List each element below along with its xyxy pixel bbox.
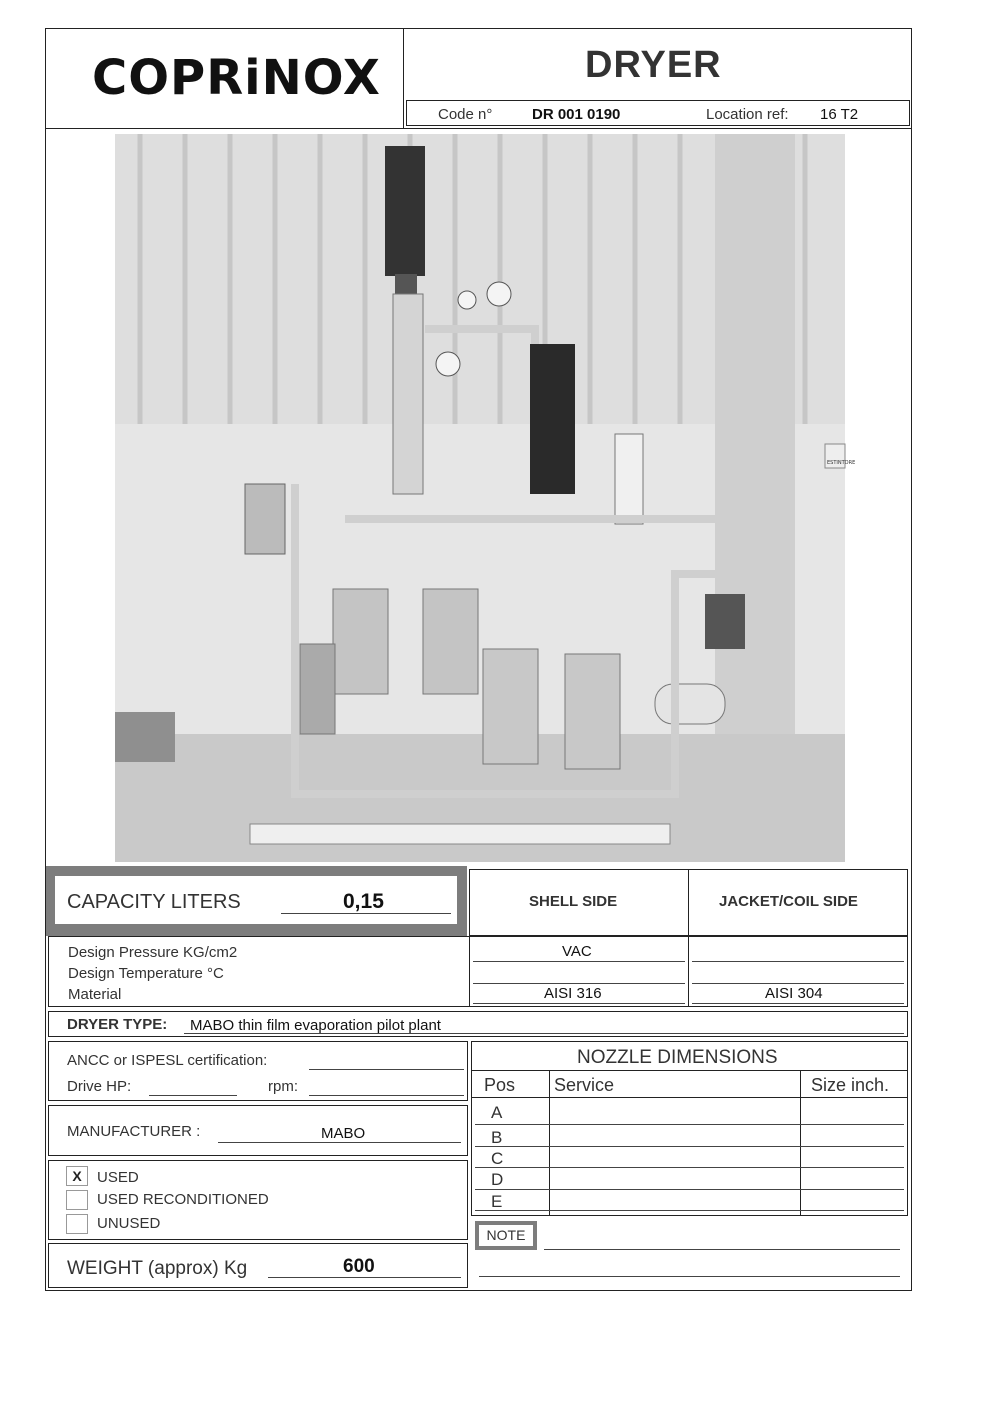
note-line-1 [544, 1249, 900, 1250]
nozzle-header-rule [471, 1097, 908, 1098]
rpm-line [309, 1095, 464, 1096]
capacity-underline [281, 913, 451, 914]
manufacturer-underline [218, 1142, 461, 1143]
rpm-label: rpm: [268, 1078, 298, 1095]
manufacturer-value: MABO [321, 1125, 366, 1142]
shell-side-heading: SHELL SIDE [529, 893, 618, 910]
nozzle-row-rule [475, 1210, 904, 1211]
page-title: DRYER [585, 44, 722, 86]
photo-sign-text: ESTINTORE [827, 460, 856, 466]
nozzle-row-rule [475, 1167, 904, 1168]
header-divider [403, 28, 404, 129]
shell-pressure-value: VAC [562, 943, 592, 960]
nozzle-row-rule [475, 1146, 904, 1147]
nozzle-row-rule [475, 1189, 904, 1190]
dryer-type-value: MABO thin film evaporation pilot plant [190, 1017, 441, 1034]
nozzle-header-service: Service [554, 1075, 615, 1095]
drive-hp-label: Drive HP: [67, 1078, 132, 1095]
shell-pressure-line [473, 961, 685, 962]
nozzle-pos-b: B [491, 1128, 503, 1147]
unused-label: UNUSED [97, 1215, 161, 1232]
weight-underline [268, 1277, 461, 1278]
nozzle-header-size: Size inch. [811, 1075, 890, 1095]
company-logo: COPRiNOX [92, 50, 381, 106]
dryer-plant-photo [115, 134, 856, 862]
dryer-type-label: DRYER TYPE: [67, 1016, 168, 1033]
jacket-side-heading: JACKET/COIL SIDE [719, 893, 858, 910]
nozzle-col-divider-2 [800, 1070, 801, 1216]
nozzle-title: NOZZLE DIMENSIONS [577, 1047, 778, 1068]
note-label: NOTE [479, 1225, 533, 1246]
nozzle-col-divider-1 [549, 1070, 550, 1216]
material-label: Material [68, 986, 122, 1003]
drive-hp-line [149, 1095, 237, 1096]
design-temperature-label: Design Temperature °C [68, 965, 224, 982]
nozzle-row-rule [475, 1124, 904, 1125]
location-label: Location ref: [706, 106, 789, 123]
shell-material-value: AISI 316 [544, 985, 602, 1002]
nozzle-header-pos: Pos [484, 1075, 516, 1095]
code-label: Code n° [438, 106, 493, 123]
nozzle-pos-e: E [491, 1192, 503, 1211]
manufacturer-label: MANUFACTURER : [67, 1123, 201, 1140]
jacket-material-line [692, 1003, 904, 1004]
used-checkbox[interactable]: X [66, 1166, 88, 1186]
shell-temperature-line [473, 983, 685, 984]
jacket-pressure-line [692, 961, 904, 962]
nozzle-pos-c: C [491, 1149, 504, 1168]
shell-material-line [473, 1003, 685, 1004]
unused-checkbox[interactable] [66, 1214, 88, 1234]
header-bottom-rule [45, 128, 912, 129]
design-divider [469, 936, 470, 1007]
design-pressure-label: Design Pressure KG/cm2 [68, 944, 238, 961]
reconditioned-checkbox[interactable] [66, 1190, 88, 1210]
note-line-2 [479, 1276, 900, 1277]
nozzle-pos-a: A [491, 1103, 503, 1122]
weight-value: 600 [343, 1256, 375, 1277]
weight-label: WEIGHT (approx) Kg [67, 1258, 248, 1279]
capacity-value: 0,15 [343, 890, 384, 913]
certification-line [309, 1069, 464, 1070]
used-label: USED [97, 1169, 139, 1186]
location-value: 16 T2 [820, 106, 859, 123]
dryer-type-underline [184, 1033, 904, 1034]
certification-label: ANCC or ISPESL certification: [67, 1052, 268, 1069]
nozzle-title-rule [471, 1070, 908, 1071]
code-value: DR 001 0190 [532, 106, 621, 123]
nozzle-pos-d: D [491, 1170, 504, 1189]
reconditioned-label: USED RECONDITIONED [97, 1191, 269, 1208]
capacity-label: CAPACITY LITERS [67, 891, 241, 913]
jacket-material-value: AISI 304 [765, 985, 823, 1002]
jacket-temperature-line [692, 983, 904, 984]
